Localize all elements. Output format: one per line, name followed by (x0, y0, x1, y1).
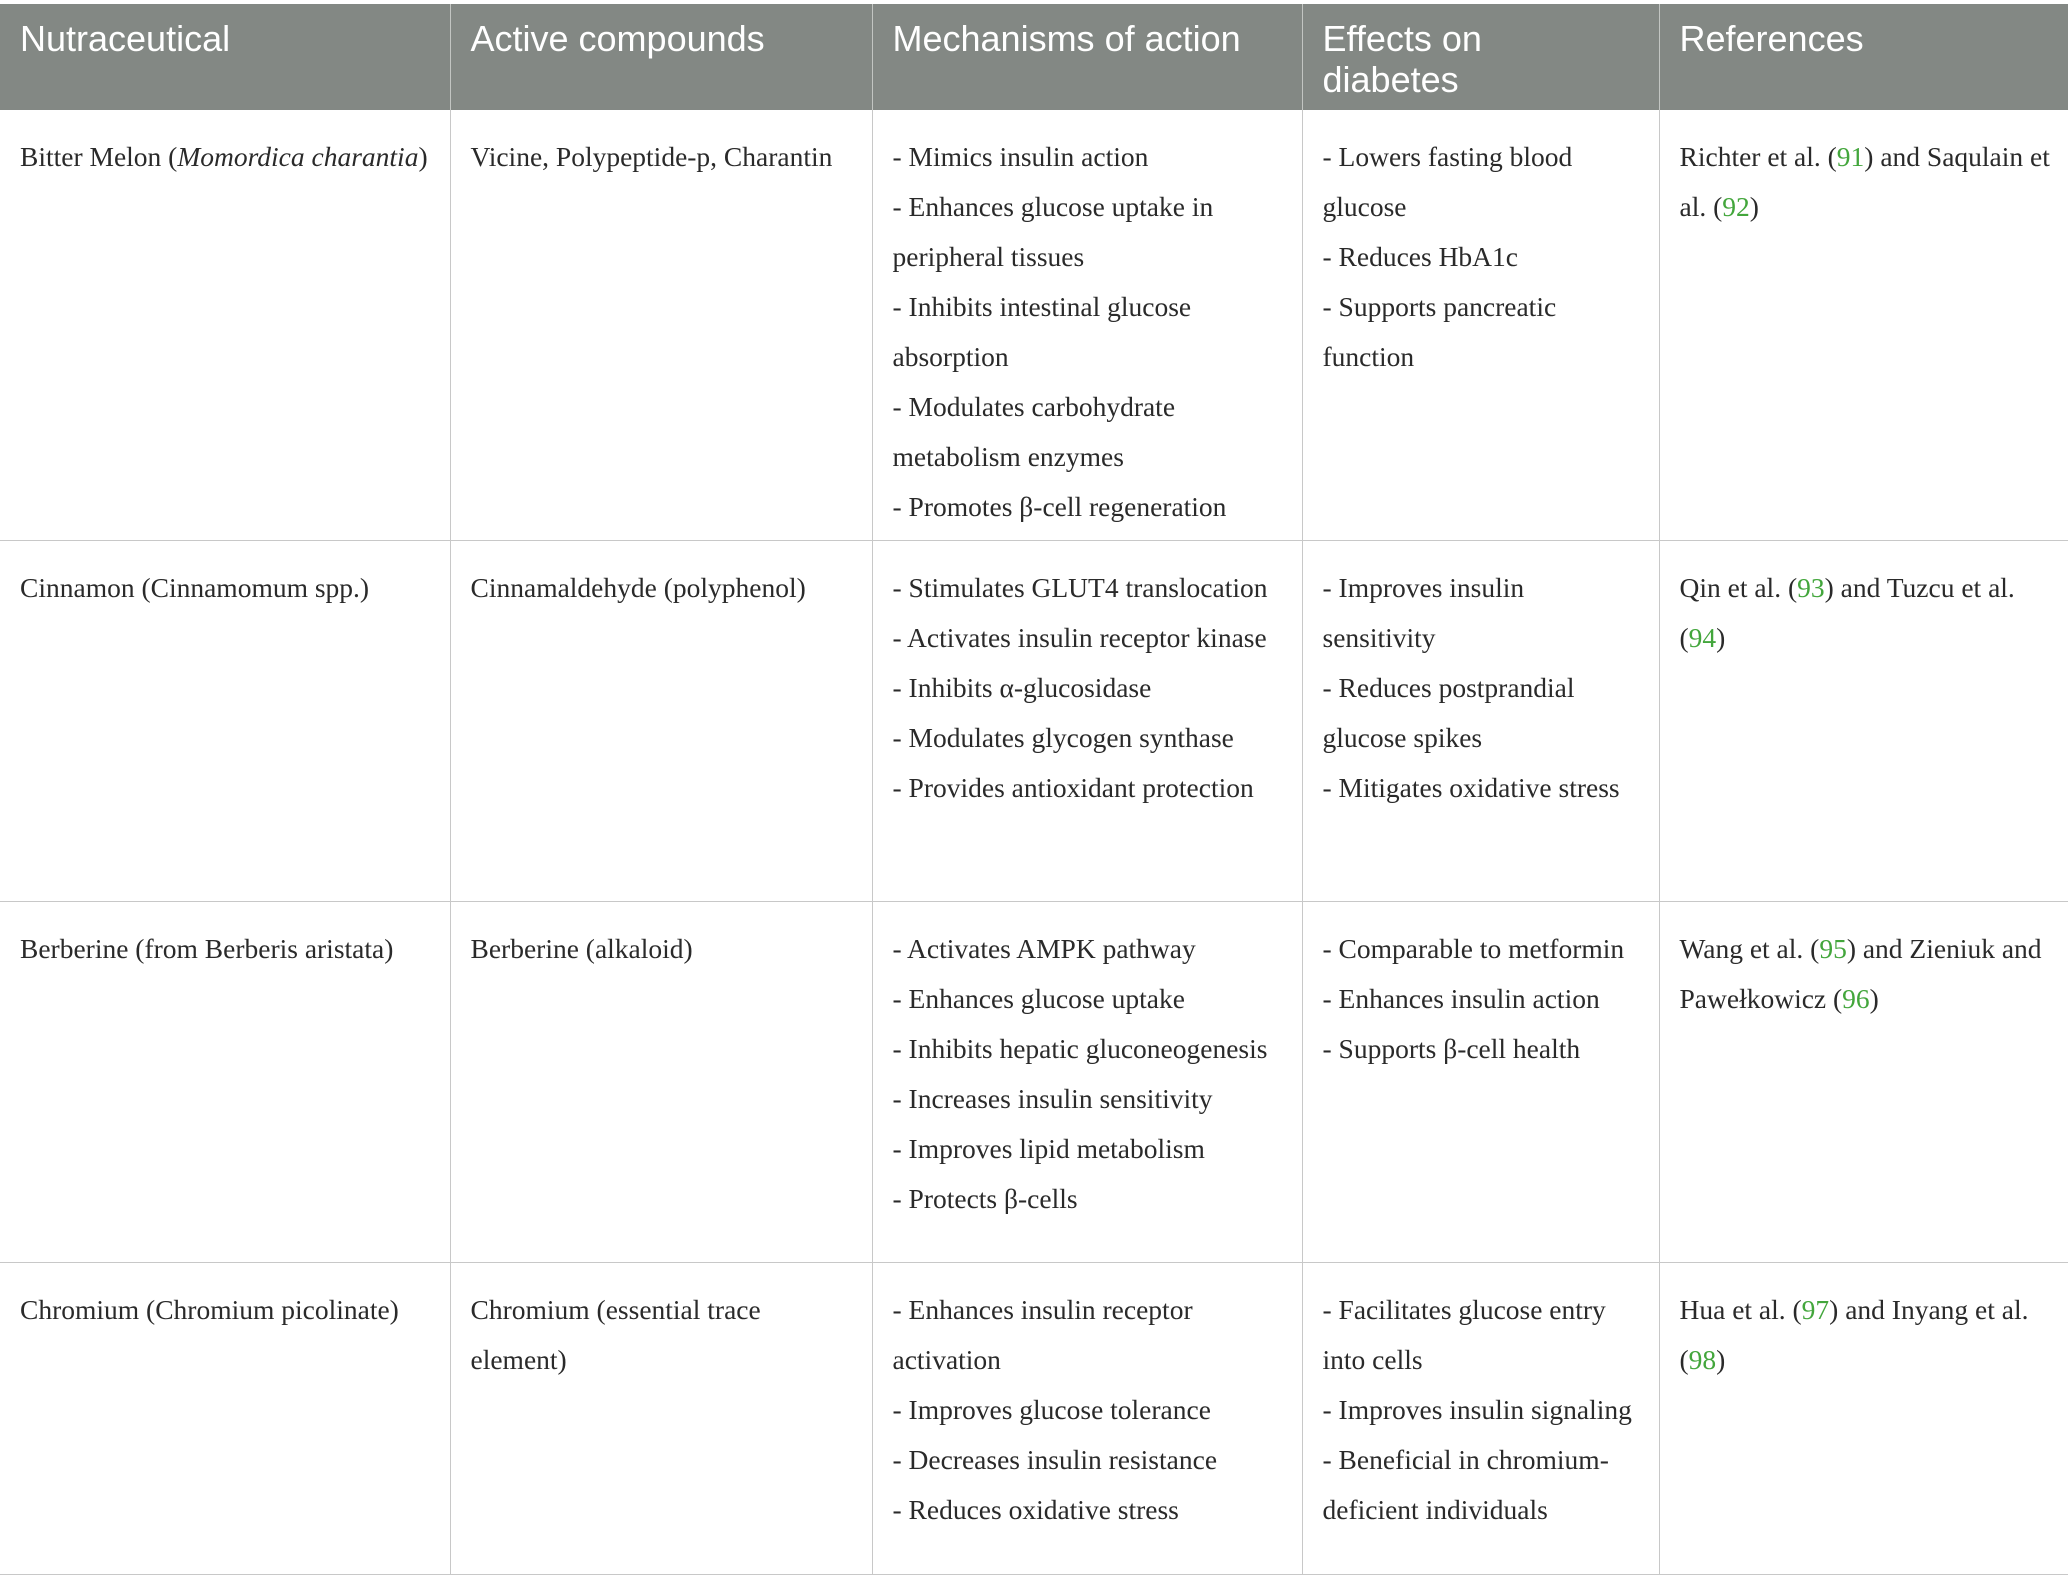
mechanism-item: - Modulates carbohydrate metabolism enzymes (892, 391, 1176, 472)
nutraceutical-text-end: ) (418, 141, 428, 172)
effect-item: - Facilitates glucose entry into cells (1322, 1294, 1606, 1375)
effect-item: - Enhances insulin action (1322, 983, 1600, 1014)
header-effects (1302, 4, 1659, 110)
ref-text: Wang et al. ( (1679, 933, 1820, 964)
nutraceutical-species: Momordica charantia (177, 141, 419, 172)
effect-item: - Reduces HbA1c (1322, 241, 1518, 272)
effect-item: - Reduces postprandial glucose spikes (1322, 672, 1575, 753)
effect-item: - Improves insulin sensitivity (1322, 572, 1525, 653)
cell-mechanisms (872, 902, 1302, 1263)
mechanism-item: - Enhances glucose uptake in peripheral tissues (892, 191, 1214, 272)
cell-references (1659, 1263, 2068, 1575)
ref-link-91[interactable]: 91 (1836, 141, 1865, 172)
nutraceuticals-table (0, 4, 2068, 1575)
ref-text: ) (1749, 191, 1759, 222)
ref-link-96[interactable]: 96 (1842, 983, 1870, 1014)
ref-text: ) and Zieniuk and Pawełkowicz ( (1679, 933, 2042, 1014)
mechanism-item: - Mimics insulin action (892, 141, 1149, 172)
mechanism-item: - Inhibits intestinal glucose absorption (892, 291, 1192, 372)
cell-references (1659, 541, 2068, 902)
mechanism-item: - Enhances glucose uptake (892, 983, 1185, 1014)
header-row (0, 4, 2068, 110)
header-references: References (1659, 4, 2068, 110)
ref-text: ) and Saqulain et al. ( (1679, 141, 2050, 222)
mechanism-item: - Increases insulin sensitivity (892, 1083, 1213, 1114)
ref-text: Qin et al. ( (1679, 572, 1798, 603)
cell-references (1659, 110, 2068, 541)
header-effects-line1: Effects on (1322, 18, 1482, 59)
ref-link-94[interactable]: 94 (1688, 622, 1717, 653)
cell-effects (1302, 902, 1659, 1263)
ref-link-97[interactable]: 97 (1801, 1294, 1830, 1325)
cell-effects (1302, 1263, 1659, 1575)
mechanism-item: - Inhibits hepatic gluconeogenesis (892, 1033, 1268, 1064)
mechanism-item: - Activates AMPK pathway (892, 933, 1196, 964)
cell-nutraceutical: Cinnamon (Cinnamomum spp.) (0, 541, 450, 902)
table-row (0, 902, 2068, 1263)
cell-mechanisms (872, 1263, 1302, 1575)
ref-link-98[interactable]: 98 (1688, 1344, 1717, 1375)
ref-link-92[interactable]: 92 (1722, 191, 1750, 222)
cell-effects (1302, 541, 1659, 902)
ref-text: ) (1869, 983, 1879, 1014)
effect-item: - Improves insulin signaling (1322, 1394, 1632, 1425)
header-active-compounds: Active compounds (450, 4, 872, 110)
ref-text: ) and Tuzcu et al. ( (1679, 572, 2015, 653)
mechanism-item: - Stimulates GLUT4 translocation (892, 572, 1268, 603)
cell-effects (1302, 110, 1659, 541)
effect-item: - Comparable to metformin (1322, 933, 1625, 964)
mechanism-item: - Reduces oxidative stress (892, 1494, 1179, 1525)
cell-mechanisms (872, 541, 1302, 902)
table-body (0, 110, 2068, 1575)
table-row (0, 1263, 2068, 1575)
mechanism-item: - Provides antioxidant protection (892, 772, 1254, 803)
table-header (0, 4, 2068, 110)
table-row (0, 541, 2068, 902)
cell-compounds: Cinnamaldehyde (polyphenol) (450, 541, 872, 902)
ref-text: Richter et al. ( (1679, 141, 1837, 172)
mechanism-item: - Inhibits α-glucosidase (892, 672, 1152, 703)
cell-compounds: Chromium (essential trace element) (450, 1263, 872, 1575)
effect-item: - Supports pancreatic function (1322, 291, 1557, 372)
mechanism-item: - Improves glucose tolerance (892, 1394, 1211, 1425)
mechanism-item: - Promotes β-cell regeneration (892, 491, 1227, 522)
mechanism-item: - Modulates glycogen synthase (892, 722, 1234, 753)
cell-mechanisms (872, 110, 1302, 541)
effect-item: - Beneficial in chromium-deficient individuals (1322, 1444, 1609, 1525)
ref-text: ) (1716, 622, 1726, 653)
cell-nutraceutical: Berberine (from Berberis aristata) (0, 902, 450, 1263)
ref-link-95[interactable]: 95 (1819, 933, 1847, 964)
mechanism-item: - Decreases insulin resistance (892, 1444, 1218, 1475)
cell-references (1659, 902, 2068, 1263)
effect-item: - Lowers fasting blood glucose (1322, 141, 1573, 222)
mechanism-item: - Enhances insulin receptor activation (892, 1294, 1193, 1375)
ref-text: Hua et al. ( (1679, 1294, 1802, 1325)
table-row (0, 110, 2068, 541)
mechanism-item: - Activates insulin receptor kinase (892, 622, 1267, 653)
header-nutraceutical: Nutraceutical (0, 4, 450, 110)
nutraceutical-text: Bitter Melon ( (20, 141, 178, 172)
effect-item: - Supports β-cell health (1322, 1033, 1581, 1064)
ref-text: ) (1716, 1344, 1726, 1375)
header-effects-line2: diabetes (1322, 59, 1459, 100)
cell-nutraceutical (0, 110, 450, 541)
ref-text: ) and Inyang et al. ( (1679, 1294, 2029, 1375)
header-mechanisms: Mechanisms of action (872, 4, 1302, 110)
cell-nutraceutical: Chromium (Chromium picolinate) (0, 1263, 450, 1575)
cell-compounds: Vicine, Polypeptide-p, Charantin (450, 110, 872, 541)
effect-item: - Mitigates oxidative stress (1322, 772, 1620, 803)
cell-compounds: Berberine (alkaloid) (450, 902, 872, 1263)
mechanism-item: - Protects β-cells (892, 1183, 1078, 1214)
ref-link-93[interactable]: 93 (1797, 572, 1825, 603)
mechanism-item: - Improves lipid metabolism (892, 1133, 1205, 1164)
